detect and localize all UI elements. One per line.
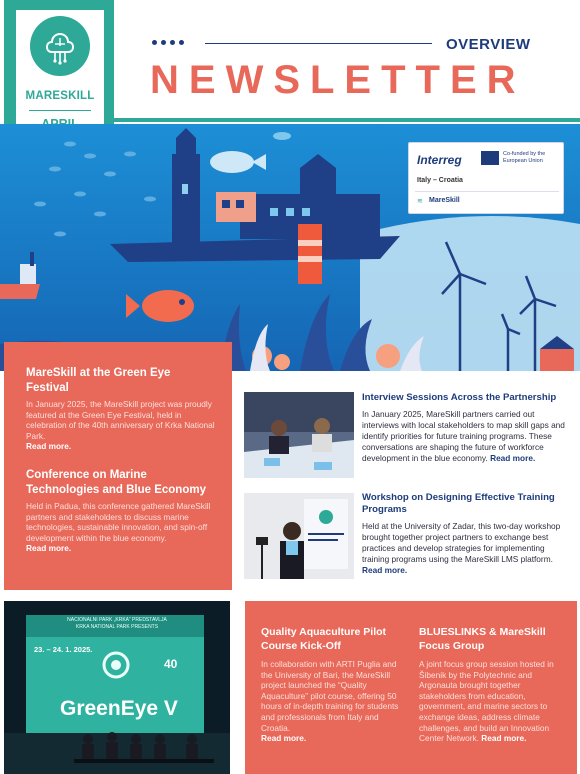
banner-line-2: KRKA NATIONAL PARK PRESENTS — [75, 624, 159, 630]
article-body: In January 2025, MareSkill partners carried out interviews with local stakeholders to map skill gaps and identify priorities for future training programs. These conversations are shaping the future of workforce development in the blue economy. — [362, 409, 565, 463]
header-rule — [205, 43, 432, 44]
article-title: BLUESLINKS & MareSkill Focus Group — [419, 626, 546, 652]
anniversary-badge: 40 — [164, 657, 178, 671]
article-title: Interview Sessions Across the Partnership — [362, 392, 557, 403]
article-aquaculture — [261, 625, 407, 743]
workshop-photo — [244, 493, 354, 579]
article-title: Workshop on Designing Effective Training Programs — [362, 492, 555, 515]
eu-cofunding-label: Co-funded by the European Union — [503, 151, 546, 164]
page-title: NEWSLETTER — [150, 58, 526, 102]
funding-logos — [408, 142, 564, 214]
banner-line-1: NACIONALNI PARK „KRKA” PREDSTAVLJA — [67, 617, 167, 623]
read-more-link[interactable]: Read more. — [26, 543, 72, 554]
article-body: A joint focus group session hosted in Šibenik by the Polytechnic and Argonauta brought together stakeholders from education, government, and marine sectors to exchange ideas, address climate challenges, and build an Innovation Center Network. — [419, 659, 554, 744]
highlights-panel — [4, 342, 232, 590]
article-body: Held at the University of Zadar, this two-day workshop brought together project partners to exchange best practices and develop strategies for implementing training programs using the MareSkill LMS platform. — [362, 521, 561, 564]
banner-header — [62, 617, 172, 631]
event-name: GreenEye V — [60, 697, 178, 720]
program-label: Italy – Croatia — [417, 177, 463, 184]
green-eye-festival-photo — [4, 601, 230, 774]
header-dots — [152, 40, 184, 45]
article-title: Quality Aquaculture Pilot Course Kick-Off — [261, 626, 387, 652]
interview-photo — [244, 392, 354, 478]
article-title: MareSkill at the Green Eye Festival — [26, 367, 171, 394]
interreg-logo: Interreg — [417, 153, 462, 167]
mareskill-small-icon: ≋ — [417, 198, 423, 205]
event-dates: 23. – 24. 1. 2025. — [34, 645, 93, 654]
header-stripe — [114, 118, 580, 122]
article-bluelinks — [419, 625, 569, 744]
article-title: Conference on Marine Technologies and Blue Economy — [26, 469, 206, 496]
article-body: Held in Padua, this conference gathered MareSkill partners and stakeholders to discuss marine technologies, sustainable innovation, and spin-off development within the blue economy. — [26, 501, 211, 543]
read-more-link[interactable]: Read more. — [481, 733, 527, 744]
article-body: In collaboration with ARTI Puglia and the University of Bari, the MareSkill project launched the “Quality Aquaculture” pilot course, offering 50 hours of in-depth training for students and professionals from Italy and Croatia. — [261, 659, 399, 733]
read-more-link[interactable]: Read more. — [490, 453, 536, 463]
logo-name: MARESKILL — [25, 90, 95, 102]
article-body: In January 2025, the MareSkill project was proudly featured at the Green Eye Festival, held in celebration of the 40th anniversary of Krka National Park. — [26, 399, 215, 441]
article-workshop — [362, 492, 572, 576]
article-conference — [26, 468, 216, 553]
brain-circuit-icon — [30, 16, 90, 76]
read-more-link[interactable]: Read more. — [26, 441, 72, 452]
eu-flag-icon — [481, 151, 499, 165]
bottom-panel — [245, 601, 577, 774]
read-more-link[interactable]: Read more. — [362, 565, 408, 575]
logos-divider — [415, 191, 559, 192]
logo-divider — [29, 110, 91, 111]
article-green-eye — [26, 366, 216, 451]
article-interviews — [362, 392, 572, 464]
project-label: MareSkill — [429, 197, 460, 204]
read-more-link[interactable]: Read more. — [261, 733, 307, 744]
section-label: OVERVIEW — [446, 36, 531, 53]
